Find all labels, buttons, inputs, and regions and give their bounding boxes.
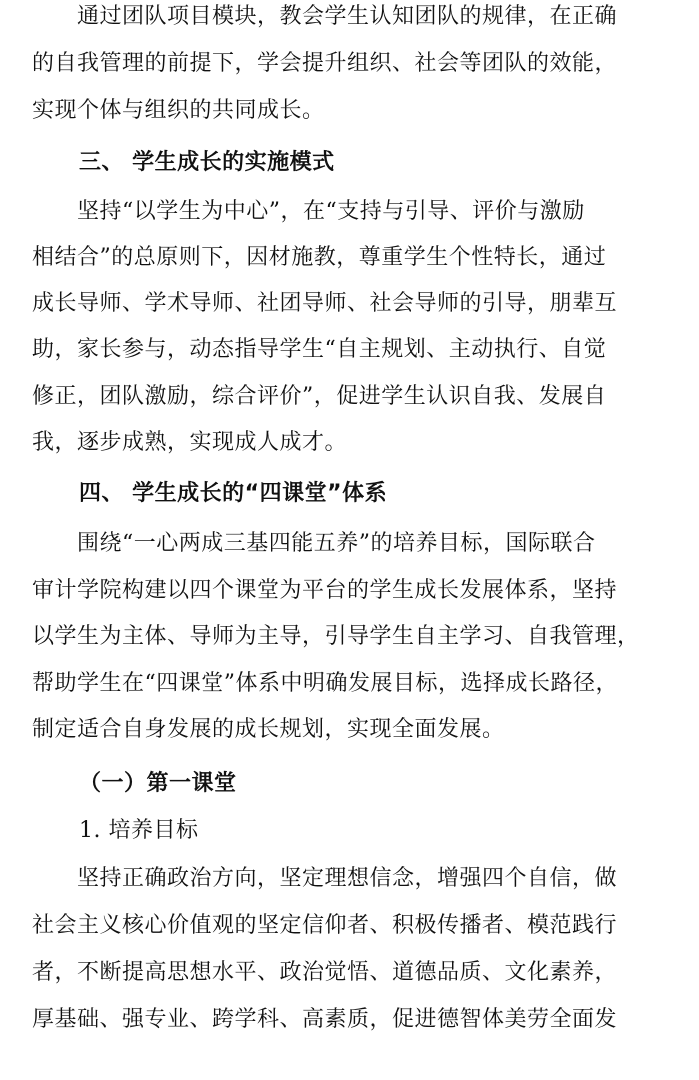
paragraph-4-line-1: 坚持正确政治方向，坚定理想信念，增强四个自信，做 [77,866,618,891]
paragraph-4-line-4: 厚基础、强专业、跨学科、高素质，促进德智体美劳全面发 [32,1007,618,1032]
paragraph-2-line-2: 相结合”的总原则下，因材施教，尊重学生个性特长，通过 [32,245,607,270]
paragraph-1-line-3: 实现个体与组织的共同成长。 [32,98,325,123]
paragraph-2-line-6: 我，逐步成熟，实现成人成才。 [32,430,348,455]
paragraph-1-line-2: 的自我管理的前提下，学会提升组织、社会等团队的效能， [32,51,618,76]
paragraph-2-line-1: 坚持“以学生为中心”，在“支持与引导、评价与激励 [77,199,585,224]
paragraph-3-line-5: 制定适合自身发展的成长规划，实现全面发展。 [32,717,505,742]
item-1-heading: 1. 培养目标 [79,818,199,843]
paragraph-1-line-1: 通过团队项目模块，教会学生认知团队的规律，在正确 [77,4,618,29]
paragraph-2-line-5: 修正，团队激励，综合评价”，促进学生认识自我、发展自 [32,384,607,409]
paragraph-3-line-1: 围绕“一心两成三基四能五养”的培养目标，国际联合 [77,531,596,556]
paragraph-3-line-2: 审计学院构建以四个课堂为平台的学生成长发展体系，坚持 [32,578,618,603]
paragraph-3-line-4: 帮助学生在“四课堂”体系中明确发展目标，选择成长路径， [32,671,618,696]
section-4-heading: 四、 学生成长的“四课堂”体系 [79,481,388,506]
paragraph-4-line-3: 者，不断提高思想水平、政治觉悟、道德品质、文化素养， [32,960,618,985]
paragraph-4-line-2: 社会主义核心价值观的坚定信仰者、积极传播者、模范践行 [32,913,618,938]
paragraph-3-line-3: 以学生为主体、导师为主导，引导学生自主学习、自我管理， [32,624,640,649]
section-3-heading: 三、 学生成长的实施模式 [79,150,335,175]
paragraph-2-line-3: 成长导师、学术导师、社团导师、社会导师的引导，朋辈互 [32,291,618,316]
subsection-1-heading: （一）第一课堂 [79,771,237,796]
paragraph-2-line-4: 助，家长参与，动态指导学生“自主规划、主动执行、自觉 [32,337,607,362]
